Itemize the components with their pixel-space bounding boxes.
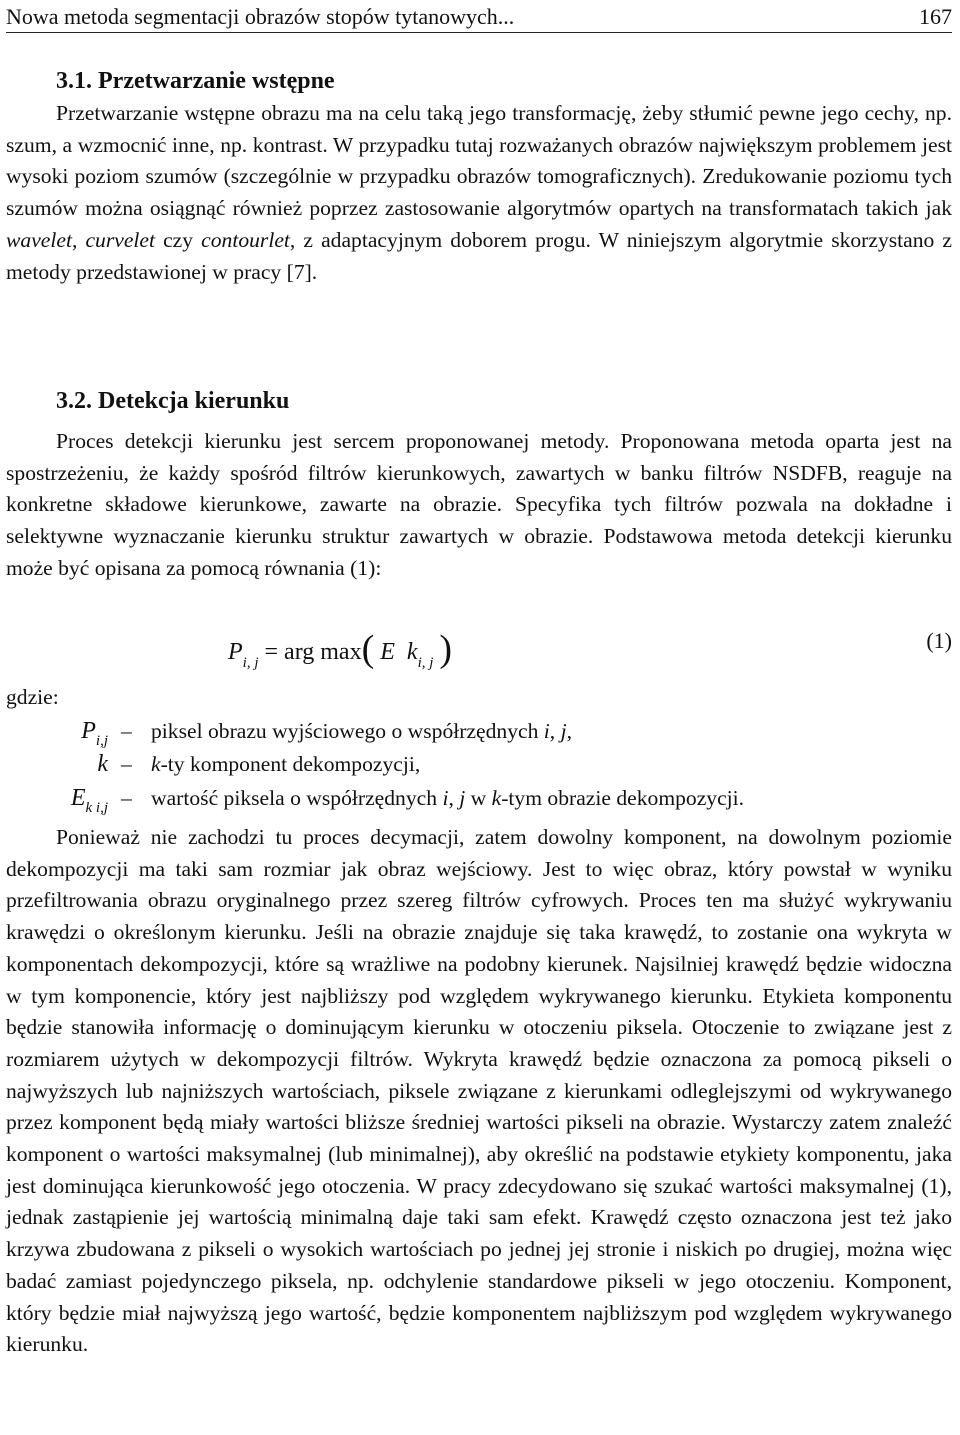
symbol-letter: k [97,751,108,777]
symbol-letter: E [70,785,86,811]
paragraph-direction-detection: Proces detekcji kierunku jest sercem proponowanej metody. Proponowana metoda oparta jest na spostrzeżeniu, że każdy spośród filtrów kierunkowych, zawartych w banku filtrów NSDFB, reaguje na konkretne składowe kierunkowe, zawarte na obrazie. Specyfika tych filtrów pozwala na dokładne i selektywne wyznaczanie kierunku struktur zawartych w obrazie. Podstawowa metoda detekcji kierunku może być opisana za pomocą równania (1): [6,429,952,580]
desc-text: , [549,719,561,743]
desc-var-i: i [543,719,550,743]
desc-text: -tym obrazie dekompozycji. [501,786,745,810]
section-heading-3-1: 3.1. Przetwarzanie wstępne [56,68,335,94]
symbol-subscript: k i,j [85,800,108,816]
equation-k: k [406,639,418,665]
paragraph-text: Przetwarzanie wstępne obrazu ma na celu taką jego transformację, żeby stłumić pewne jego cechy, np. szum, a wzmocnić inne, np. kontrast. W przypadku tutaj rozważanych obrazów największym problemem jest wysoki poziom szumów (szczególnie w przypadku obrazów tomograficznych). Zredukowanie poziomu tych szumów można osiągnąć również poprzez zastosowanie algorytmów opartych na transformatach takich jak [6,101,952,221]
equation-close-paren: ) [439,628,453,670]
desc-text: w [465,786,492,810]
desc-text: -ty komponent dekompozycji, [160,752,421,776]
equation-operator: = arg max [264,639,362,665]
definition-description [151,714,572,748]
definition-dash: – [121,719,132,743]
where-label: gdzie: [6,685,59,709]
equation-lhs: P [228,639,243,665]
symbol-letter: P [81,718,96,744]
definition-row [0,747,960,781]
term-curvelet: curvelet [85,227,155,252]
equation-1 [228,622,658,672]
equation-k-subscript: i, j [417,655,434,671]
equation-lhs-subscript: i, j [242,655,259,671]
desc-text: wartość piksela o współrzędnych [151,786,443,810]
paragraph-decomposition: Ponieważ nie zachodzi tu proces decymacji, zatem dowolny komponent, na dowolnym poziomie dekompozycji ma taki sam rozmiar jak obraz wejściowy. Jest to więc obraz, który powstał w wyniku przefiltrowania obrazu oryginalnego przez szereg filtrów cyfrowych. Proces ten ma służyć wykrywaniu krawędzi o określonym kierunku. Jeśli na obrazie znajduje się taka krawędź, to zostanie ona wykryta w komponentach dekompozycji, które są wrażliwe na podobny kierunek. Najsilniej krawędź będzie widoczna w tym komponencie, który jest najbliższy pod względem wykrywanego kierunku. Etykieta komponentu będzie stanowiła informację o dominującym kierunku w otoczeniu piksela. Otoczenie to związane jest z rozmiarem użytych w dekompozycji filtrów. Wykryta krawędź będzie oznaczona za pomocą pikseli o najwyższych lub najniższych wartościach, piksele związane z kierunkami odleglejszymi od wykrywanego przez komponent będą miały wartości bliższe średniej wartości pikseli na obrazie. Wystarczy zatem znaleźć komponent o wartości maksymalnej (lub minimalnej), aby określić na podstawie etykiety komponentu, jaka jest dominująca kierunkowość jego otoczenia. W pracy zdecydowano się szukać wartości maksymalnej (1), jednak zastąpienie jej wartością minimalną daje taki sam efekt. Krawędź często oznaczona jest też jako krzywa zbudowana z pikseli o wysokich wartościach po jednej jej stronie i niskich po drugiej, można więc badać zamiast pojedynczego piksela, np. odchylenie standardowe pikseli w jego otoczeniu. Komponent, który będzie miał najwyższą jego wartość, będzie komponentem najbliższym pod względem wykrywanego kierunku. [6,825,952,1357]
definition-symbol [71,781,108,818]
paragraph-text: , [71,227,86,252]
definition-dash: – [121,752,132,776]
running-header [6,2,952,33]
desc-text: , [448,786,460,810]
symbol-subscript: i,j [95,733,108,749]
desc-var-i: i [442,786,449,810]
page-number: 167 [919,4,952,29]
running-title: Nowa metoda segmentacji obrazów stopów tytanowych... [6,4,515,29]
desc-var-j: j [459,786,466,810]
equation-open-paren: ( [361,628,375,670]
paragraph-text: , z adaptacyjnym doborem progu. W niniejszym algorytmie skorzystano z metody przedstawionej w pracy [7]. [6,227,953,284]
paragraph-preprocessing [6,98,952,288]
desc-var-k: k [151,752,161,776]
definition-description [151,747,420,781]
equation-number: (1) [926,628,952,653]
definition-dash: – [121,786,132,810]
equation-e: E [380,639,395,665]
desc-text: piksel obrazu wyjściowego o współrzędnych [151,719,544,743]
definition-row [0,714,960,748]
desc-var-j: j [560,719,567,743]
definition-symbol [97,747,108,784]
paragraph-text: czy [155,227,202,252]
term-wavelet: wavelet [6,227,72,252]
definition-description [151,781,744,815]
desc-text: , [566,719,572,743]
desc-var-k: k [491,786,502,810]
definition-row [0,781,960,815]
definition-symbol [81,714,108,751]
section-heading-3-2: 3.2. Detekcja kierunku [56,388,290,414]
term-contourlet: contourlet [201,227,290,252]
